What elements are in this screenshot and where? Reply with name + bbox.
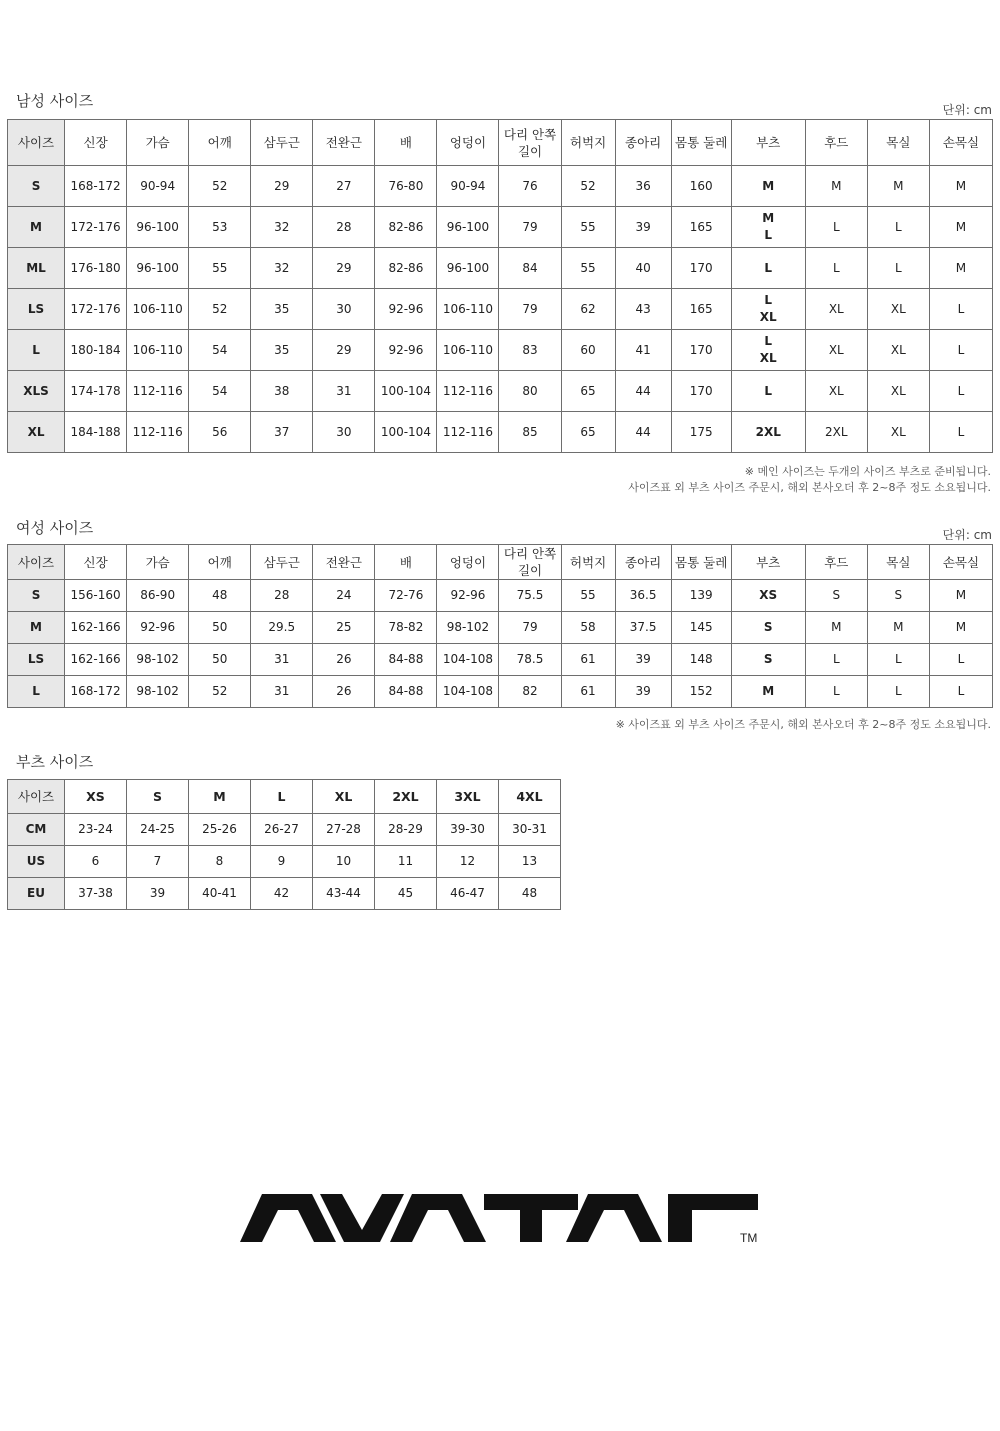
table-cell: 152 [671,676,731,708]
note-line: ※ 메인 사이즈는 두개의 사이즈 부츠로 준비됩니다. [744,465,991,478]
table-cell: 45 [375,878,437,910]
column-header: 사이즈 [8,120,65,166]
table-cell: 52 [561,166,615,207]
table-cell: 35 [251,289,313,330]
table-cell: 28 [251,580,313,612]
table-cell: 11 [375,846,437,878]
table-cell: 50 [189,612,251,644]
table-cell: 75.5 [499,580,561,612]
table-cell: 26-27 [251,814,313,846]
table-cell: M [929,248,992,289]
table-cell: 10 [313,846,375,878]
table-row [8,166,993,207]
table-cell: 12 [437,846,499,878]
row-size-label: ML [8,248,65,289]
table-cell: L [805,676,867,708]
table-cell: 96-100 [437,248,499,289]
women-unit-label: 단위: cm [942,528,992,542]
column-header: 전완근 [313,545,375,580]
table-cell: 55 [189,248,251,289]
table-cell: XL [867,289,929,330]
row-size-label: LS [8,644,65,676]
table-cell: 40-41 [189,878,251,910]
table-cell: 27 [313,166,375,207]
column-header: 어깨 [189,120,251,166]
table-cell: 35 [251,330,313,371]
table-cell: 84-88 [375,644,437,676]
women-notes [616,717,991,733]
table-cell: 56 [189,412,251,453]
table-cell: 170 [671,330,731,371]
column-header: 엉덩이 [437,545,499,580]
table-cell: 37.5 [615,612,671,644]
table-cell: 13 [499,846,561,878]
column-header: M [189,780,251,814]
table-row [8,248,993,289]
table-cell: L [867,676,929,708]
column-header: 어깨 [189,545,251,580]
table-cell: M [805,612,867,644]
table-cell: L XL [731,330,805,371]
table-cell: 168-172 [65,166,127,207]
table-cell: 106-110 [127,330,189,371]
table-cell: 60 [561,330,615,371]
column-header: 신장 [65,545,127,580]
table-cell: 98-102 [437,612,499,644]
table-cell: L [731,371,805,412]
table-cell: 96-100 [437,207,499,248]
table-cell: 43-44 [313,878,375,910]
column-header: 가슴 [127,545,189,580]
table-cell: 55 [561,207,615,248]
table-cell: 2XL [731,412,805,453]
table-cell: L [805,207,867,248]
table-cell: 148 [671,644,731,676]
table-cell: L [929,676,992,708]
table-cell: 79 [499,612,561,644]
table-cell: 96-100 [127,207,189,248]
table-cell: 43 [615,289,671,330]
table-cell: 96-100 [127,248,189,289]
table-row [8,207,993,248]
table-cell: 27-28 [313,814,375,846]
table-cell: 106-110 [127,289,189,330]
table-cell: 28-29 [375,814,437,846]
table-cell: 160 [671,166,731,207]
table-cell: 79 [499,289,561,330]
table-cell: L [805,644,867,676]
men-size-table [7,119,993,453]
table-cell: 39 [615,644,671,676]
table-cell: 48 [499,878,561,910]
table-cell: 29.5 [251,612,313,644]
table-cell: 36 [615,166,671,207]
table-cell: 112-116 [437,371,499,412]
column-header: 목실 [867,120,929,166]
column-header: 부츠 [731,545,805,580]
column-header: S [127,780,189,814]
table-row [8,676,993,708]
table-cell: 175 [671,412,731,453]
table-row [8,846,561,878]
table-cell: S [805,580,867,612]
table-cell: 82-86 [375,207,437,248]
table-cell: 139 [671,580,731,612]
table-cell: 92-96 [437,580,499,612]
table-cell: 30 [313,289,375,330]
table-cell: 79 [499,207,561,248]
table-cell: 62 [561,289,615,330]
column-header: 3XL [437,780,499,814]
table-cell: 38 [251,371,313,412]
row-size-label: S [8,166,65,207]
boots-size-table [7,779,561,910]
table-cell: 65 [561,371,615,412]
table-cell: 162-166 [65,612,127,644]
table-header-row [8,780,561,814]
table-cell: 39 [615,207,671,248]
men-unit-label: 단위: cm [942,103,992,117]
table-cell: 85 [499,412,561,453]
table-cell: 78-82 [375,612,437,644]
table-cell: 172-176 [65,207,127,248]
table-cell: 48 [189,580,251,612]
table-row [8,612,993,644]
men-notes [628,464,991,496]
table-cell: L [867,644,929,676]
table-cell: 82 [499,676,561,708]
column-header: L [251,780,313,814]
column-header: XS [65,780,127,814]
table-cell: 2XL [805,412,867,453]
table-cell: 61 [561,676,615,708]
boots-size-section [7,751,561,911]
column-header: 전완근 [313,120,375,166]
column-header: 삼두근 [251,120,313,166]
table-cell: 55 [561,580,615,612]
column-header: 사이즈 [8,545,65,580]
row-size-label: CM [8,814,65,846]
table-row [8,878,561,910]
column-header: 허벅지 [561,545,615,580]
table-cell: 98-102 [127,676,189,708]
table-cell: 112-116 [127,412,189,453]
table-cell: 23-24 [65,814,127,846]
table-cell: 25 [313,612,375,644]
table-cell: M [929,166,992,207]
column-header: 엉덩이 [437,120,499,166]
table-cell: 98-102 [127,644,189,676]
table-cell: 37 [251,412,313,453]
table-cell: 174-178 [65,371,127,412]
table-row [8,330,993,371]
table-cell: 31 [313,371,375,412]
column-header: 사이즈 [8,780,65,814]
table-cell: 168-172 [65,676,127,708]
table-cell: XS [731,580,805,612]
table-cell: 58 [561,612,615,644]
column-header: 손목실 [929,120,992,166]
row-size-label: L [8,676,65,708]
table-cell: S [731,612,805,644]
women-size-title: 여성 사이즈 [16,519,94,537]
table-cell: 86-90 [127,580,189,612]
table-cell: L [929,371,992,412]
table-cell: 37-38 [65,878,127,910]
table-cell: 180-184 [65,330,127,371]
row-size-label: XL [8,412,65,453]
table-cell: 100-104 [375,371,437,412]
men-size-title: 남성 사이즈 [16,92,94,110]
column-header: 배 [375,120,437,166]
table-cell: M L [731,207,805,248]
table-cell: 80 [499,371,561,412]
table-cell: 90-94 [127,166,189,207]
table-cell: 36.5 [615,580,671,612]
table-cell: L [805,248,867,289]
column-header: 삼두근 [251,545,313,580]
table-cell: 92-96 [127,612,189,644]
table-cell: XL [867,412,929,453]
column-header: 종아리 [615,120,671,166]
table-cell: 6 [65,846,127,878]
table-cell: 29 [251,166,313,207]
table-cell: 55 [561,248,615,289]
avatar-logo [240,1192,780,1252]
table-cell: 156-160 [65,580,127,612]
table-cell: 44 [615,412,671,453]
table-cell: 53 [189,207,251,248]
table-cell: 24 [313,580,375,612]
table-cell: 84 [499,248,561,289]
table-cell: 50 [189,644,251,676]
table-row [8,412,993,453]
table-cell: 52 [189,166,251,207]
table-cell: 31 [251,676,313,708]
row-size-label: LS [8,289,65,330]
table-cell: 8 [189,846,251,878]
table-cell: 39-30 [437,814,499,846]
table-cell: 165 [671,207,731,248]
column-header: 허벅지 [561,120,615,166]
table-cell: 32 [251,207,313,248]
column-header: 후드 [805,120,867,166]
table-cell: 41 [615,330,671,371]
table-cell: 92-96 [375,330,437,371]
column-header: 다리 안쪽 길이 [499,120,561,166]
table-cell: 28 [313,207,375,248]
row-size-label: L [8,330,65,371]
note-line: ※ 사이즈표 외 부츠 사이즈 주문시, 해외 본사오더 후 2~8주 정도 소요됩니다. [615,718,991,731]
table-cell: 162-166 [65,644,127,676]
table-cell: 31 [251,644,313,676]
table-cell: 112-116 [127,371,189,412]
table-cell: S [867,580,929,612]
table-cell: L [929,289,992,330]
table-cell: XL [805,371,867,412]
table-cell: 100-104 [375,412,437,453]
column-header: 몸통 둘레 [671,120,731,166]
table-cell: 172-176 [65,289,127,330]
table-cell: 72-76 [375,580,437,612]
table-cell: 92-96 [375,289,437,330]
table-cell: 83 [499,330,561,371]
table-cell: 39 [615,676,671,708]
table-cell: 30-31 [499,814,561,846]
trademark-mark: TM [740,1231,758,1245]
column-header: 몸통 둘레 [671,545,731,580]
table-cell: 145 [671,612,731,644]
table-cell: XL [805,289,867,330]
table-cell: 54 [189,330,251,371]
table-cell: 52 [189,289,251,330]
table-cell: L [731,248,805,289]
table-cell: 30 [313,412,375,453]
table-cell: M [929,612,992,644]
table-cell: 176-180 [65,248,127,289]
boots-size-title: 부츠 사이즈 [16,753,94,771]
column-header: 부츠 [731,120,805,166]
table-cell: 104-108 [437,676,499,708]
table-cell: 112-116 [437,412,499,453]
column-header: 가슴 [127,120,189,166]
column-header: 다리 안쪽 길이 [499,545,561,580]
table-cell: 106-110 [437,330,499,371]
table-cell: 44 [615,371,671,412]
avatar-logo-mark [240,1192,780,1252]
table-cell: XL [805,330,867,371]
table-cell: 54 [189,371,251,412]
men-size-section [7,90,993,495]
table-cell: 61 [561,644,615,676]
table-cell: 46-47 [437,878,499,910]
table-header-row [8,120,993,166]
table-cell: 25-26 [189,814,251,846]
table-cell: XL [867,330,929,371]
table-cell: 7 [127,846,189,878]
table-row [8,580,993,612]
table-cell: 82-86 [375,248,437,289]
table-cell: S [731,644,805,676]
table-cell: 42 [251,878,313,910]
column-header: 배 [375,545,437,580]
column-header: 4XL [499,780,561,814]
table-cell: 84-88 [375,676,437,708]
table-cell: 78.5 [499,644,561,676]
table-cell: 29 [313,248,375,289]
table-cell: 170 [671,371,731,412]
column-header: 손목실 [929,545,992,580]
table-cell: M [867,612,929,644]
table-cell: 76 [499,166,561,207]
table-cell: 52 [189,676,251,708]
table-cell: M [929,580,992,612]
table-cell: M [929,207,992,248]
column-header: XL [313,780,375,814]
table-cell: 106-110 [437,289,499,330]
column-header: 종아리 [615,545,671,580]
women-size-section [7,517,993,737]
table-cell: 65 [561,412,615,453]
table-row [8,644,993,676]
table-header-row [8,545,993,580]
note-line: 사이즈표 외 부츠 사이즈 주문시, 해외 본사오더 후 2~8주 정도 소요됩니다. [628,481,991,494]
table-cell: 165 [671,289,731,330]
row-size-label: S [8,580,65,612]
table-cell: M [805,166,867,207]
table-cell: 40 [615,248,671,289]
table-cell: 9 [251,846,313,878]
table-row [8,371,993,412]
table-cell: 170 [671,248,731,289]
table-cell: M [731,676,805,708]
table-cell: 76-80 [375,166,437,207]
table-cell: L [867,248,929,289]
row-size-label: US [8,846,65,878]
column-header: 2XL [375,780,437,814]
table-row [8,814,561,846]
row-size-label: XLS [8,371,65,412]
table-cell: M [731,166,805,207]
table-cell: XL [867,371,929,412]
column-header: 후드 [805,545,867,580]
table-cell: 39 [127,878,189,910]
table-cell: 26 [313,644,375,676]
table-cell: 24-25 [127,814,189,846]
table-cell: 90-94 [437,166,499,207]
table-row [8,289,993,330]
row-size-label: M [8,207,65,248]
table-cell: L [867,207,929,248]
table-cell: 104-108 [437,644,499,676]
table-cell: 32 [251,248,313,289]
row-size-label: EU [8,878,65,910]
table-cell: M [867,166,929,207]
table-cell: L [929,644,992,676]
table-cell: L XL [731,289,805,330]
table-cell: 29 [313,330,375,371]
column-header: 목실 [867,545,929,580]
table-cell: L [929,412,992,453]
women-size-table [7,544,993,708]
table-cell: 26 [313,676,375,708]
column-header: 신장 [65,120,127,166]
row-size-label: M [8,612,65,644]
table-cell: L [929,330,992,371]
table-cell: 184-188 [65,412,127,453]
